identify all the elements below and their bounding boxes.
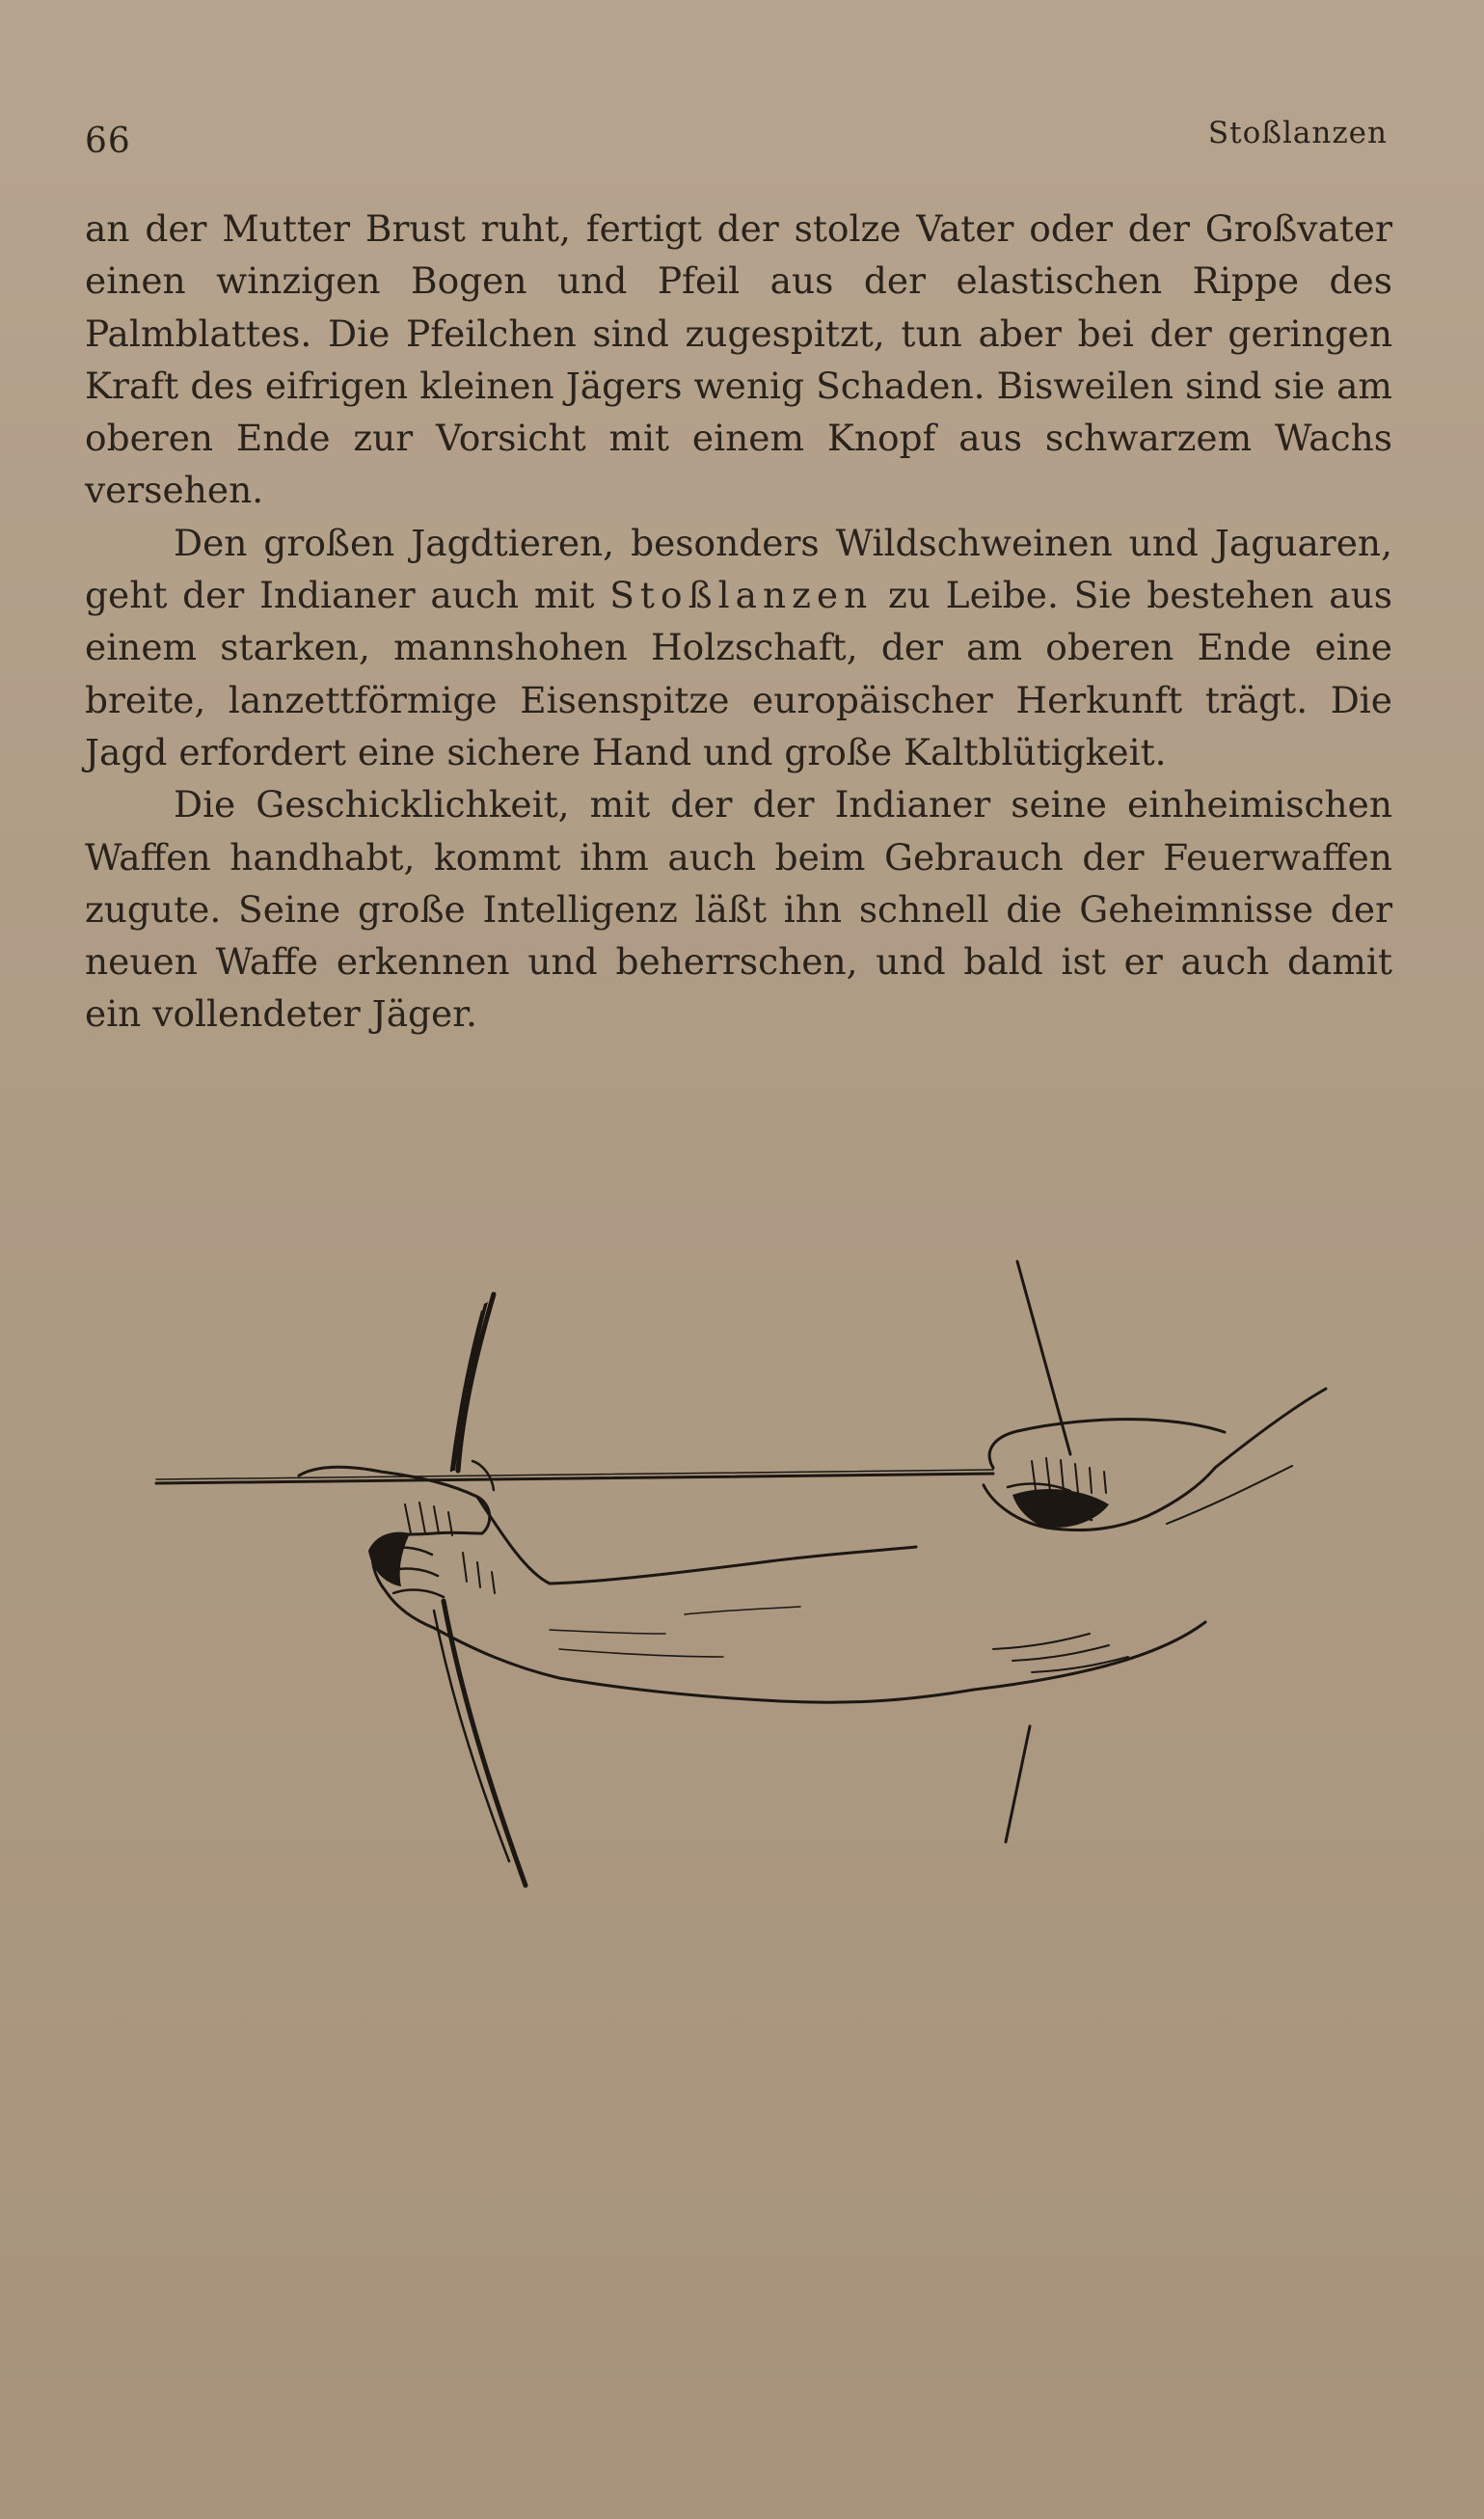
draw-hand-shading bbox=[1032, 1458, 1106, 1493]
bow-lower-limb bbox=[444, 1601, 526, 1885]
draw-hand-outline bbox=[989, 1420, 1225, 1468]
bow-grip-shadow bbox=[368, 1532, 410, 1586]
bow-arm-shading bbox=[550, 1607, 800, 1657]
bowstring-lower bbox=[1006, 1726, 1030, 1842]
bow-hand-shading bbox=[405, 1503, 495, 1593]
sleeve-edge bbox=[974, 1622, 1205, 1690]
page-number: 66 bbox=[85, 122, 131, 161]
running-head: Stoßlanzen bbox=[1207, 116, 1388, 150]
body-text bbox=[85, 203, 1392, 1041]
paragraph-2-start: Den großen Jagdtieren, besonders Wildschweinen und Jaguaren, geht der Indianer auch mit bbox=[85, 521, 1392, 617]
bow-upper-limb bbox=[458, 1294, 494, 1471]
paragraph-2-end: zu Leibe. Sie bestehen aus einem starken, mannshohen Holzschaft, der am oberen Ende eine breite, lanzettförmige Eisenspitze europäischer Herkunft trägt. Die Jagd erfordert eine sichere Hand und große Kaltblütigkeit. bbox=[85, 574, 1392, 773]
emphasized-term: Stoßlanzen bbox=[609, 574, 874, 617]
paragraph-2 bbox=[85, 517, 1392, 778]
paragraph-3: Die Geschicklichkeit, mit der der Indianer seine einheimischen Waffen handhabt, kommt ihm auch beim Gebrauch der Feuerwaffen zugute. Seine große Intelligenz läßt ihn schnell die Geheimnisse der neuen Waffe erkennen und beherrschen, und bald ist er auch damit ein vollendeter Jäger. bbox=[85, 783, 1392, 1036]
bow-illustration bbox=[145, 1244, 1369, 1910]
bow-arm-upper-edge bbox=[477, 1497, 916, 1584]
bow-arm-lower-edge bbox=[434, 1628, 974, 1702]
paragraph-1: an der Mutter Brust ruht, fertigt der stolze Vater oder der Großvater einen winzigen Bogen und Pfeil aus der elastischen Rippe des Palmblattes. Die Pfeilchen sind zugespitzt, tun aber bei der geringen Kraft des eifrigen kleinen Jägers wenig Schaden. Bisweilen sind sie am oberen Ende zur Vorsicht mit einem Knopf aus schwarzem Wachs versehen. bbox=[85, 207, 1392, 512]
bow-drawing-svg bbox=[145, 1244, 1369, 1910]
draw-arm-edge bbox=[1215, 1389, 1326, 1468]
